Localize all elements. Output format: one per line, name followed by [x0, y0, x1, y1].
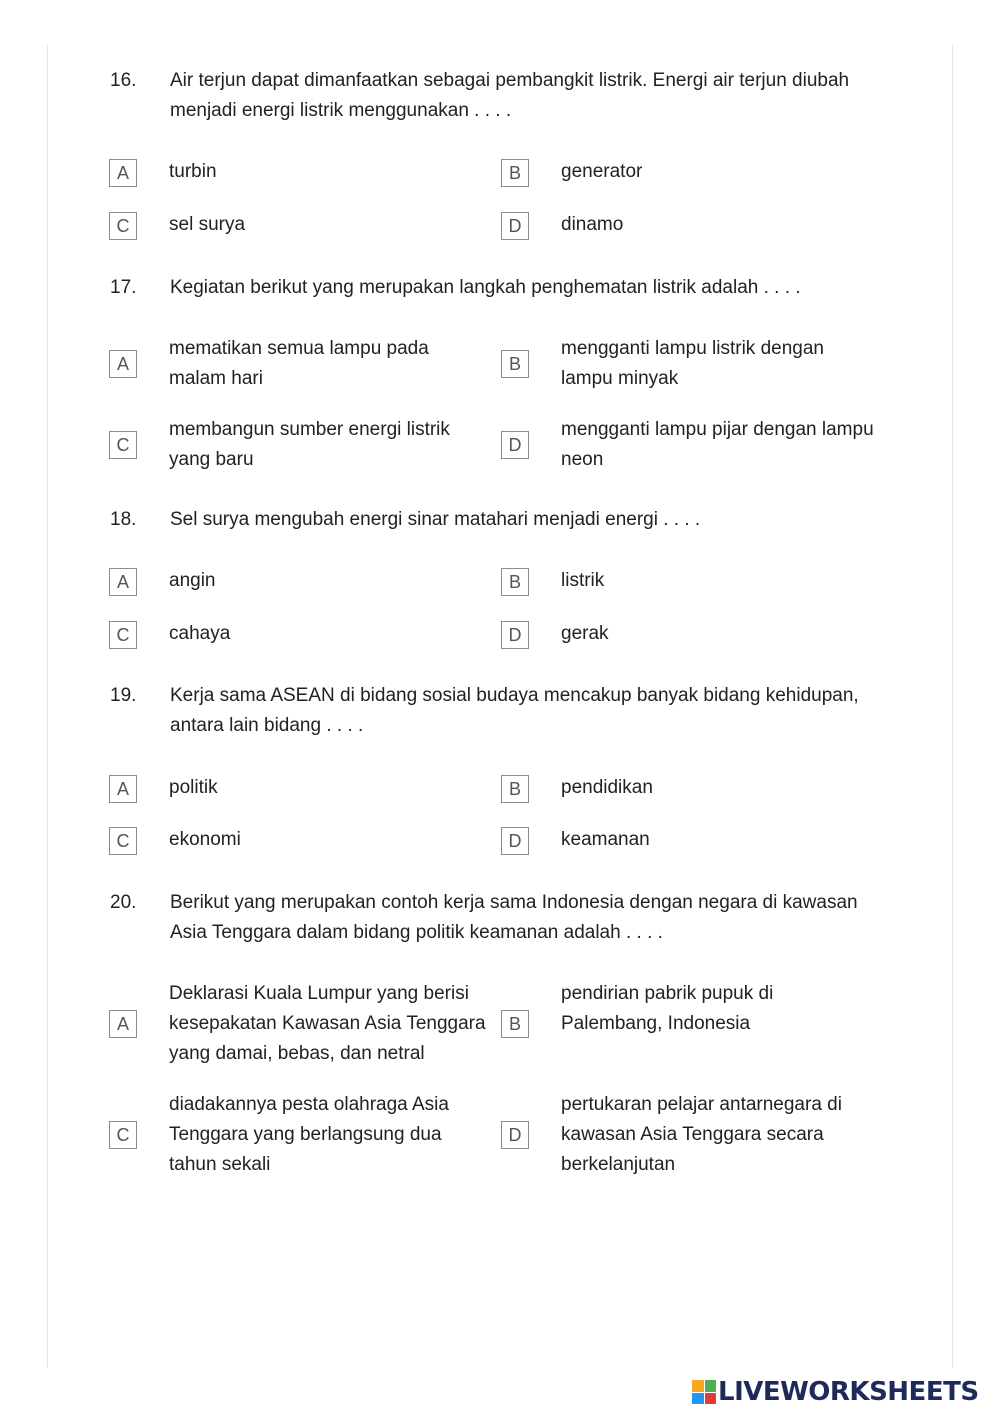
- option-text: politik: [169, 777, 218, 798]
- option-letter-box[interactable]: C: [109, 1121, 137, 1149]
- option-text: mengganti lampu listrik dengan: [561, 338, 824, 359]
- question-text-line: Air terjun dapat dimanfaatkan sebagai pembangkit listrik. Energi air terjun diubah: [170, 70, 850, 91]
- option-text: Deklarasi Kuala Lumpur yang berisi: [169, 983, 469, 1004]
- option-letter-box[interactable]: D: [501, 431, 529, 459]
- option-text: generator: [561, 161, 643, 182]
- question-number: 16.: [110, 70, 137, 91]
- question-text-line: menjadi energi listrik menggunakan . . . .: [170, 100, 512, 121]
- option-text: sel surya: [169, 214, 246, 235]
- option-text: Palembang, Indonesia: [561, 1013, 751, 1034]
- option-letter-box[interactable]: A: [109, 1010, 137, 1038]
- liveworksheets-logo[interactable]: [692, 1378, 979, 1406]
- option-letter-box[interactable]: B: [501, 775, 529, 803]
- option-letter-box[interactable]: D: [501, 1121, 529, 1149]
- option-letter-box[interactable]: A: [109, 568, 137, 596]
- question-text-line: Sel surya mengubah energi sinar matahari menjadi energi . . . .: [170, 509, 701, 530]
- logo-square: [705, 1380, 717, 1392]
- option-text: malam hari: [169, 368, 263, 389]
- option-text: Tenggara yang berlangsung dua: [169, 1124, 442, 1145]
- option-letter-box[interactable]: B: [501, 568, 529, 596]
- question-number: 20.: [110, 892, 137, 913]
- question-number: 19.: [110, 685, 137, 706]
- question-text-line: antara lain bidang . . . .: [170, 715, 364, 736]
- option-text: gerak: [561, 623, 609, 644]
- question-text-line: Kerja sama ASEAN di bidang sosial budaya mencakup banyak bidang kehidupan,: [170, 685, 859, 706]
- option-text: mematikan semua lampu pada: [169, 338, 429, 359]
- option-text: tahun sekali: [169, 1154, 271, 1175]
- option-text: yang damai, bebas, dan netral: [169, 1043, 425, 1064]
- option-text: lampu minyak: [561, 368, 679, 389]
- option-letter-box[interactable]: B: [501, 350, 529, 378]
- option-letter-box[interactable]: A: [109, 159, 137, 187]
- option-letter-box[interactable]: C: [109, 212, 137, 240]
- question-number: 18.: [110, 509, 137, 530]
- option-text: pendirian pabrik pupuk di: [561, 983, 774, 1004]
- option-text: pertukaran pelajar antarnegara di: [561, 1094, 842, 1115]
- logo-square: [692, 1380, 704, 1392]
- option-letter-box[interactable]: D: [501, 212, 529, 240]
- option-letter-box[interactable]: D: [501, 621, 529, 649]
- option-text: yang baru: [169, 449, 254, 470]
- option-text: listrik: [561, 570, 605, 591]
- page-border-right: [952, 45, 953, 1368]
- option-text: neon: [561, 449, 604, 470]
- option-text: mengganti lampu pijar dengan lampu: [561, 419, 874, 440]
- logo-text: LIVEWORKSHEETS: [718, 1377, 979, 1407]
- option-text: kawasan Asia Tenggara secara: [561, 1124, 824, 1145]
- option-letter-box[interactable]: C: [109, 621, 137, 649]
- option-letter-box[interactable]: B: [501, 159, 529, 187]
- question-text-line: Asia Tenggara dalam bidang politik keamanan adalah . . . .: [170, 922, 663, 943]
- option-text: membangun sumber energi listrik: [169, 419, 450, 440]
- option-text: kesepakatan Kawasan Asia Tenggara: [169, 1013, 486, 1034]
- option-letter-box[interactable]: D: [501, 827, 529, 855]
- question-text-line: Kegiatan berikut yang merupakan langkah penghematan listrik adalah . . . .: [170, 277, 801, 298]
- option-text: angin: [169, 570, 216, 591]
- option-letter-box[interactable]: B: [501, 1010, 529, 1038]
- option-text: dinamo: [561, 214, 624, 235]
- logo-square: [692, 1393, 704, 1405]
- page-border-left: [47, 45, 48, 1368]
- option-text: berkelanjutan: [561, 1154, 676, 1175]
- logo-square: [705, 1393, 717, 1405]
- option-letter-box[interactable]: A: [109, 350, 137, 378]
- question-text-line: Berikut yang merupakan contoh kerja sama Indonesia dengan negara di kawasan: [170, 892, 858, 913]
- option-letter-box[interactable]: C: [109, 431, 137, 459]
- option-text: cahaya: [169, 623, 231, 644]
- option-text: ekonomi: [169, 829, 241, 850]
- option-text: turbin: [169, 161, 217, 182]
- option-letter-box[interactable]: C: [109, 827, 137, 855]
- question-number: 17.: [110, 277, 137, 298]
- option-text: keamanan: [561, 829, 650, 850]
- option-letter-box[interactable]: A: [109, 775, 137, 803]
- logo-mark-icon: [692, 1380, 716, 1404]
- option-text: diadakannya pesta olahraga Asia: [169, 1094, 449, 1115]
- option-text: pendidikan: [561, 777, 653, 798]
